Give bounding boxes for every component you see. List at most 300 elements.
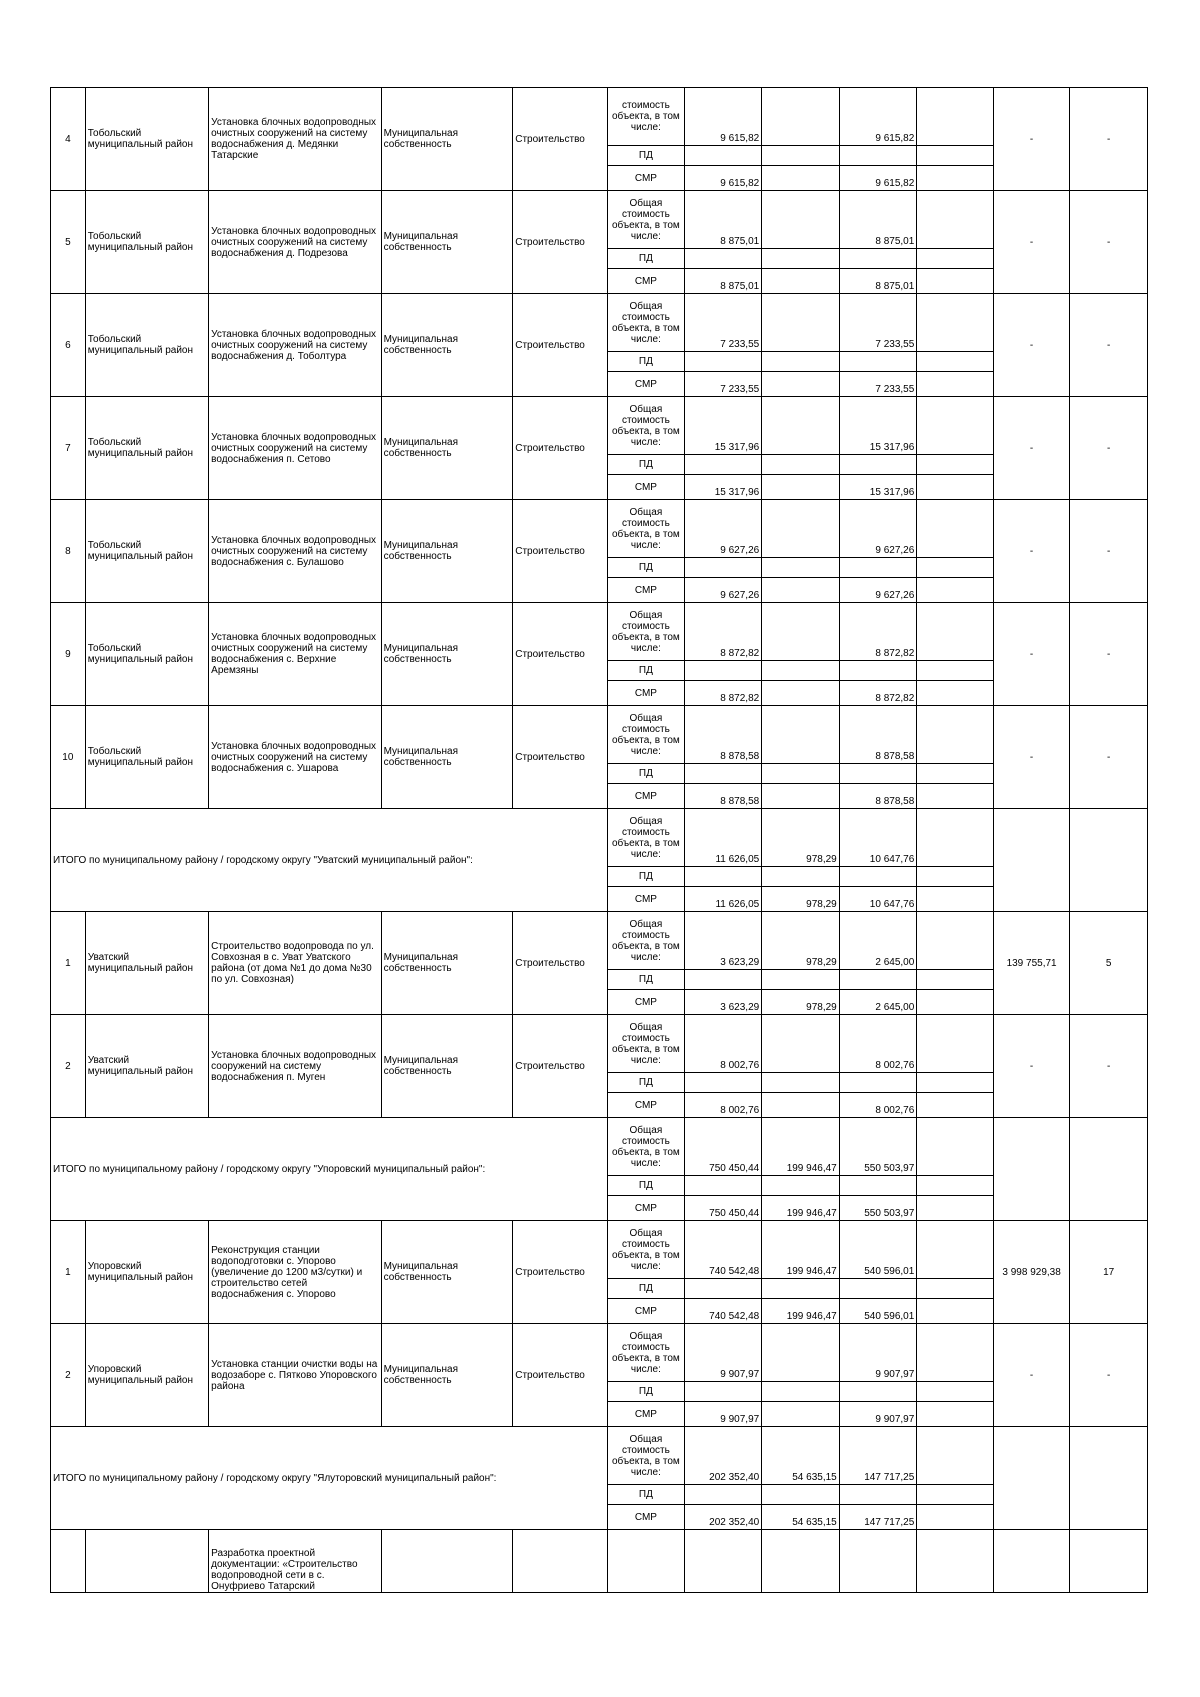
empty-cell <box>684 1530 762 1593</box>
total-value-cell <box>762 1324 840 1382</box>
total-value-cell: 7 233,55 <box>684 294 762 352</box>
row-number: 10 <box>51 706 86 809</box>
row-number: 9 <box>51 603 86 706</box>
object-description: Установка станции очистки воды на водозаборе с. Пятково Упоровского района <box>209 1324 381 1427</box>
smr-value-cell: 199 946,47 <box>762 1196 840 1221</box>
smr-value-cell <box>917 990 994 1015</box>
table-row <box>51 191 1148 249</box>
pd-value-cell <box>684 1279 762 1299</box>
total-value-cell: 540 596,01 <box>839 1221 917 1279</box>
smr-value-cell <box>917 1402 994 1427</box>
table-row <box>51 397 1148 455</box>
cost-label: Общая стоимость объекта, в том числе: <box>608 1427 685 1485</box>
total-value-cell <box>917 294 994 352</box>
total-value-cell: 2 645,00 <box>839 912 917 970</box>
smr-value-cell <box>917 166 994 191</box>
pd-value-cell <box>762 1382 840 1402</box>
pd-value-cell <box>762 1073 840 1093</box>
smr-label: СМР <box>608 784 685 809</box>
table-row <box>51 1015 1148 1073</box>
smr-label: СМР <box>608 269 685 294</box>
extra-count-cell: - <box>1070 603 1148 706</box>
district-cell: Уватский муниципальный район <box>85 1015 208 1118</box>
row-number: 2 <box>51 1015 86 1118</box>
district-cell: Уватский муниципальный район <box>85 912 208 1015</box>
empty-cell <box>608 1530 685 1593</box>
extra-value-cell: - <box>993 603 1070 706</box>
pd-value-cell <box>839 558 917 578</box>
total-value-cell <box>917 1015 994 1073</box>
cost-label: Общая стоимость объекта, в том числе: <box>608 1118 685 1176</box>
row-number: 2 <box>51 1324 86 1427</box>
smr-value-cell: 8 875,01 <box>839 269 917 294</box>
pd-value-cell <box>917 146 994 166</box>
pd-value-cell <box>684 352 762 372</box>
total-value-cell: 15 317,96 <box>839 397 917 455</box>
ownership-cell: Муниципальная собственность <box>381 1324 513 1427</box>
smr-value-cell <box>917 578 994 603</box>
pd-value-cell <box>762 146 840 166</box>
smr-label: СМР <box>608 578 685 603</box>
smr-value-cell: 11 626,05 <box>684 887 762 912</box>
document-page <box>50 87 1148 1593</box>
cost-label: Общая стоимость объекта, в том числе: <box>608 912 685 970</box>
pd-label: ПД <box>608 1382 685 1402</box>
object-description: Установка блочных водопроводных очистных сооружений на систему водоснабжения с. Верхние Аремзяны <box>209 603 381 706</box>
smr-label: СМР <box>608 1505 685 1530</box>
extra-count-cell: - <box>1070 500 1148 603</box>
empty-cell <box>839 1530 917 1593</box>
pd-value-cell <box>762 249 840 269</box>
total-value-cell <box>762 191 840 249</box>
pd-value-cell <box>762 970 840 990</box>
total-value-cell: 8 878,58 <box>684 706 762 764</box>
total-value-cell: 8 875,01 <box>839 191 917 249</box>
smr-value-cell: 9 907,97 <box>684 1402 762 1427</box>
work-type-cell: Строительство <box>513 1221 608 1324</box>
work-type-cell: Строительство <box>513 603 608 706</box>
total-value-cell: 8 002,76 <box>839 1015 917 1073</box>
pd-value-cell <box>917 970 994 990</box>
smr-value-cell <box>917 1299 994 1324</box>
smr-value-cell: 7 233,55 <box>684 372 762 397</box>
smr-value-cell: 8 872,82 <box>839 681 917 706</box>
district-cell: Тобольский муниципальный район <box>85 603 208 706</box>
cost-label: Общая стоимость объекта, в том числе: <box>608 809 685 867</box>
pd-value-cell <box>684 661 762 681</box>
smr-value-cell: 54 635,15 <box>762 1505 840 1530</box>
table-row <box>51 294 1148 352</box>
pd-value-cell <box>684 1073 762 1093</box>
total-value-cell: 15 317,96 <box>684 397 762 455</box>
pd-value-cell <box>684 764 762 784</box>
smr-value-cell: 8 878,58 <box>684 784 762 809</box>
object-description: Установка блочных водопроводных очистных сооружений на систему водоснабжения с. Ушарова <box>209 706 381 809</box>
pd-label: ПД <box>608 1485 685 1505</box>
empty-cell <box>993 1530 1070 1593</box>
object-description: Установка блочных водопроводных очистных сооружений на систему водоснабжения п. Сетово <box>209 397 381 500</box>
pd-label: ПД <box>608 867 685 887</box>
pd-value-cell <box>839 970 917 990</box>
object-description: Реконструкция станции водоподготовки с. Упорово (увеличение до 1200 м3/сутки) и строительство сетей водоснабжения с. Упорово <box>209 1221 381 1324</box>
smr-value-cell: 202 352,40 <box>684 1505 762 1530</box>
pd-value-cell <box>839 1176 917 1196</box>
ownership-cell: Муниципальная собственность <box>381 603 513 706</box>
smr-value-cell: 3 623,29 <box>684 990 762 1015</box>
row-number: 6 <box>51 294 86 397</box>
smr-value-cell: 15 317,96 <box>839 475 917 500</box>
extra-value-cell: - <box>993 294 1070 397</box>
pd-value-cell <box>762 867 840 887</box>
smr-value-cell: 978,29 <box>762 990 840 1015</box>
total-value-cell: 147 717,25 <box>839 1427 917 1485</box>
total-label: ИТОГО по муниципальному району / городскому округу "Уватский муниципальный район": <box>51 809 608 912</box>
extra-count-cell: - <box>1070 191 1148 294</box>
smr-label: СМР <box>608 887 685 912</box>
total-row <box>51 1427 1148 1485</box>
extra-value-cell: - <box>993 706 1070 809</box>
table-row <box>51 1221 1148 1279</box>
total-value-cell <box>917 603 994 661</box>
smr-value-cell: 9 627,26 <box>684 578 762 603</box>
total-value-cell <box>917 191 994 249</box>
cost-label: Общая стоимость объекта, в том числе: <box>608 500 685 558</box>
pd-value-cell <box>917 1073 994 1093</box>
pd-value-cell <box>917 867 994 887</box>
row-number: 7 <box>51 397 86 500</box>
row-number: 5 <box>51 191 86 294</box>
object-description: Установка блочных водопроводных очистных сооружений на систему водоснабжения с. Булашово <box>209 500 381 603</box>
pd-value-cell <box>917 1485 994 1505</box>
ownership-cell: Муниципальная собственность <box>381 1221 513 1324</box>
cost-label: Общая стоимость объекта, в том числе: <box>608 397 685 455</box>
total-value-cell <box>917 912 994 970</box>
smr-value-cell <box>917 372 994 397</box>
pd-value-cell <box>684 1485 762 1505</box>
pd-value-cell <box>917 661 994 681</box>
total-value-cell: 8 872,82 <box>684 603 762 661</box>
total-value-cell <box>762 88 840 146</box>
pd-value-cell <box>684 558 762 578</box>
work-type-cell: Строительство <box>513 191 608 294</box>
smr-value-cell: 9 615,82 <box>839 166 917 191</box>
cost-label: Общая стоимость объекта, в том числе: <box>608 191 685 249</box>
pd-value-cell <box>839 1382 917 1402</box>
smr-value-cell: 8 878,58 <box>839 784 917 809</box>
pd-label: ПД <box>608 558 685 578</box>
pd-value-cell <box>839 661 917 681</box>
table-row <box>51 88 1148 146</box>
smr-value-cell <box>917 1196 994 1221</box>
smr-value-cell: 8 875,01 <box>684 269 762 294</box>
work-type-cell: Строительство <box>513 1015 608 1118</box>
row-number: 1 <box>51 912 86 1015</box>
extra-value-cell: - <box>993 397 1070 500</box>
cost-label: Общая стоимость объекта, в том числе: <box>608 294 685 352</box>
district-cell: Тобольский муниципальный район <box>85 706 208 809</box>
smr-value-cell <box>917 681 994 706</box>
extra-count-cell: - <box>1070 706 1148 809</box>
total-value-cell <box>917 397 994 455</box>
pd-value-cell <box>917 249 994 269</box>
ownership-cell: Муниципальная собственность <box>381 1015 513 1118</box>
smr-value-cell: 540 596,01 <box>839 1299 917 1324</box>
smr-value-cell: 978,29 <box>762 887 840 912</box>
pd-value-cell <box>684 970 762 990</box>
pd-label: ПД <box>608 764 685 784</box>
total-value-cell: 9 615,82 <box>684 88 762 146</box>
total-value-cell: 740 542,48 <box>684 1221 762 1279</box>
extra-count-cell: - <box>1070 294 1148 397</box>
pd-value-cell <box>917 455 994 475</box>
pd-value-cell <box>839 1073 917 1093</box>
smr-value-cell <box>762 166 840 191</box>
extra-value-cell: - <box>993 1324 1070 1427</box>
pd-value-cell <box>684 146 762 166</box>
pd-value-cell <box>684 1382 762 1402</box>
smr-value-cell: 8 002,76 <box>839 1093 917 1118</box>
district-cell: Тобольский муниципальный район <box>85 294 208 397</box>
total-value-cell <box>762 397 840 455</box>
pd-value-cell <box>839 764 917 784</box>
total-value-cell: 3 623,29 <box>684 912 762 970</box>
cost-label: Общая стоимость объекта, в том числе: <box>608 1324 685 1382</box>
pd-value-cell <box>762 1485 840 1505</box>
pd-value-cell <box>684 455 762 475</box>
cost-label: Общая стоимость объекта, в том числе: <box>608 1015 685 1073</box>
smr-value-cell: 550 503,97 <box>839 1196 917 1221</box>
work-type-cell: Строительство <box>513 912 608 1015</box>
district-cell: Тобольский муниципальный район <box>85 500 208 603</box>
ownership-cell: Муниципальная собственность <box>381 500 513 603</box>
extra-count-cell: - <box>1070 397 1148 500</box>
district-cell: Тобольский муниципальный район <box>85 88 208 191</box>
total-value-cell: 9 907,97 <box>684 1324 762 1382</box>
object-description: Установка блочных водопроводных очистных сооружений на систему водоснабжения д. Тоболтура <box>209 294 381 397</box>
total-value-cell: 9 615,82 <box>839 88 917 146</box>
ownership-cell: Муниципальная собственность <box>381 912 513 1015</box>
pd-label: ПД <box>608 1279 685 1299</box>
smr-value-cell <box>917 269 994 294</box>
extra-value-cell: - <box>993 191 1070 294</box>
smr-value-cell <box>917 1093 994 1118</box>
smr-label: СМР <box>608 166 685 191</box>
investment-table <box>50 87 1148 1593</box>
pd-label: ПД <box>608 455 685 475</box>
cost-label: Общая стоимость объекта, в том числе: <box>608 603 685 661</box>
ownership-cell: Муниципальная собственность <box>381 88 513 191</box>
empty-cell <box>993 809 1070 912</box>
empty-cell <box>993 1118 1070 1221</box>
smr-value-cell: 147 717,25 <box>839 1505 917 1530</box>
smr-label: СМР <box>608 681 685 706</box>
work-type-cell: Строительство <box>513 88 608 191</box>
smr-value-cell <box>762 1093 840 1118</box>
pd-value-cell <box>839 1485 917 1505</box>
extra-value-cell: - <box>993 500 1070 603</box>
empty-cell <box>513 1530 608 1593</box>
pd-value-cell <box>762 558 840 578</box>
total-value-cell: 199 946,47 <box>762 1221 840 1279</box>
smr-label: СМР <box>608 1299 685 1324</box>
pd-value-cell <box>839 455 917 475</box>
pd-label: ПД <box>608 249 685 269</box>
smr-value-cell: 8 872,82 <box>684 681 762 706</box>
pd-value-cell <box>917 352 994 372</box>
pd-label: ПД <box>608 661 685 681</box>
pd-value-cell <box>762 1176 840 1196</box>
extra-value-cell: 3 998 929,38 <box>993 1221 1070 1324</box>
total-row <box>51 809 1148 867</box>
object-description: Установка блочных водопроводных сооружений на систему водоснабжения п. Муген <box>209 1015 381 1118</box>
pd-value-cell <box>917 1279 994 1299</box>
ownership-cell: Муниципальная собственность <box>381 191 513 294</box>
pd-value-cell <box>917 1176 994 1196</box>
total-value-cell <box>917 88 994 146</box>
total-label: ИТОГО по муниципальному району / городскому округу "Ялуторовский муниципальный район": <box>51 1427 608 1530</box>
total-value-cell <box>762 1015 840 1073</box>
total-value-cell: 11 626,05 <box>684 809 762 867</box>
extra-count-cell: - <box>1070 1324 1148 1427</box>
total-value-cell <box>762 603 840 661</box>
empty-cell <box>1070 809 1148 912</box>
total-value-cell <box>762 294 840 352</box>
total-value-cell <box>917 1427 994 1485</box>
empty-cell <box>1070 1530 1148 1593</box>
total-value-cell: 978,29 <box>762 809 840 867</box>
row-number: 1 <box>51 1221 86 1324</box>
pd-value-cell <box>684 1176 762 1196</box>
pd-value-cell <box>839 352 917 372</box>
smr-value-cell <box>917 887 994 912</box>
smr-label: СМР <box>608 990 685 1015</box>
smr-value-cell: 9 627,26 <box>839 578 917 603</box>
pd-value-cell <box>839 1279 917 1299</box>
work-type-cell: Строительство <box>513 294 608 397</box>
smr-value-cell <box>762 784 840 809</box>
empty-cell <box>1070 1118 1148 1221</box>
empty-cell <box>917 1530 994 1593</box>
total-value-cell: 750 450,44 <box>684 1118 762 1176</box>
smr-value-cell <box>762 475 840 500</box>
total-value-cell <box>917 500 994 558</box>
total-value-cell: 550 503,97 <box>839 1118 917 1176</box>
pd-label: ПД <box>608 970 685 990</box>
table-row <box>51 912 1148 970</box>
total-value-cell: 8 878,58 <box>839 706 917 764</box>
table-row <box>51 603 1148 661</box>
pd-value-cell <box>917 1382 994 1402</box>
pd-value-cell <box>684 867 762 887</box>
total-value-cell: 202 352,40 <box>684 1427 762 1485</box>
total-value-cell: 199 946,47 <box>762 1118 840 1176</box>
work-type-cell: Строительство <box>513 706 608 809</box>
smr-label: СМР <box>608 1402 685 1427</box>
pd-value-cell <box>839 249 917 269</box>
smr-value-cell: 15 317,96 <box>684 475 762 500</box>
total-value-cell: 7 233,55 <box>839 294 917 352</box>
extra-count-cell: 17 <box>1070 1221 1148 1324</box>
table-row <box>51 1324 1148 1382</box>
district-cell: Тобольский муниципальный район <box>85 191 208 294</box>
smr-value-cell: 10 647,76 <box>839 887 917 912</box>
pd-value-cell <box>762 352 840 372</box>
pd-value-cell <box>762 661 840 681</box>
smr-value-cell: 740 542,48 <box>684 1299 762 1324</box>
table-row <box>51 500 1148 558</box>
district-cell: Упоровский муниципальный район <box>85 1324 208 1427</box>
pd-label: ПД <box>608 352 685 372</box>
pd-label: ПД <box>608 1176 685 1196</box>
smr-label: СМР <box>608 1093 685 1118</box>
total-label: ИТОГО по муниципальному району / городскому округу "Упоровский муниципальный район": <box>51 1118 608 1221</box>
object-description: Строительство водопровода по ул. Совхозная в с. Уват Уватского района (от дома №1 до дома №30 по ул. Совхозная) <box>209 912 381 1015</box>
pd-value-cell <box>917 558 994 578</box>
extra-value-cell: - <box>993 88 1070 191</box>
empty-cell <box>85 1530 208 1593</box>
pd-value-cell <box>839 146 917 166</box>
extra-value-cell: 139 755,71 <box>993 912 1070 1015</box>
work-type-cell: Строительство <box>513 397 608 500</box>
smr-value-cell: 750 450,44 <box>684 1196 762 1221</box>
object-description: Установка блочных водопроводных очистных сооружений на систему водоснабжения д. Подрезова <box>209 191 381 294</box>
pd-value-cell <box>839 867 917 887</box>
total-value-cell: 10 647,76 <box>839 809 917 867</box>
pd-value-cell <box>762 455 840 475</box>
district-cell: Упоровский муниципальный район <box>85 1221 208 1324</box>
cost-label: стоимость объекта, в том числе: <box>608 88 685 146</box>
table-row <box>51 706 1148 764</box>
work-type-cell: Строительство <box>513 1324 608 1427</box>
total-value-cell <box>917 1221 994 1279</box>
total-row <box>51 1118 1148 1176</box>
work-type-cell: Строительство <box>513 500 608 603</box>
row-number: 8 <box>51 500 86 603</box>
total-value-cell: 9 627,26 <box>839 500 917 558</box>
pd-value-cell <box>762 1279 840 1299</box>
smr-value-cell <box>762 681 840 706</box>
smr-value-cell <box>762 1402 840 1427</box>
row-number: 4 <box>51 88 86 191</box>
total-value-cell: 9 907,97 <box>839 1324 917 1382</box>
empty-cell <box>381 1530 513 1593</box>
empty-cell <box>1070 1427 1148 1530</box>
ownership-cell: Муниципальная собственность <box>381 397 513 500</box>
smr-label: СМР <box>608 1196 685 1221</box>
smr-value-cell: 9 615,82 <box>684 166 762 191</box>
smr-value-cell <box>917 475 994 500</box>
extra-count-cell: - <box>1070 1015 1148 1118</box>
extra-value-cell: - <box>993 1015 1070 1118</box>
smr-value-cell <box>917 784 994 809</box>
smr-label: СМР <box>608 372 685 397</box>
total-value-cell <box>917 1324 994 1382</box>
total-value-cell: 8 875,01 <box>684 191 762 249</box>
empty-cell <box>993 1427 1070 1530</box>
object-description: Разработка проектной документации: «Строительство водопроводной сети в с. Онуфриево Татарский <box>209 1530 381 1593</box>
extra-count-cell: 5 <box>1070 912 1148 1015</box>
cost-label: Общая стоимость объекта, в том числе: <box>608 706 685 764</box>
cost-label: Общая стоимость объекта, в том числе: <box>608 1221 685 1279</box>
total-value-cell: 54 635,15 <box>762 1427 840 1485</box>
total-value-cell <box>917 1118 994 1176</box>
smr-value-cell <box>762 578 840 603</box>
pd-value-cell <box>917 764 994 784</box>
smr-value-cell: 199 946,47 <box>762 1299 840 1324</box>
smr-value-cell <box>762 269 840 294</box>
total-value-cell <box>917 706 994 764</box>
ownership-cell: Муниципальная собственность <box>381 706 513 809</box>
